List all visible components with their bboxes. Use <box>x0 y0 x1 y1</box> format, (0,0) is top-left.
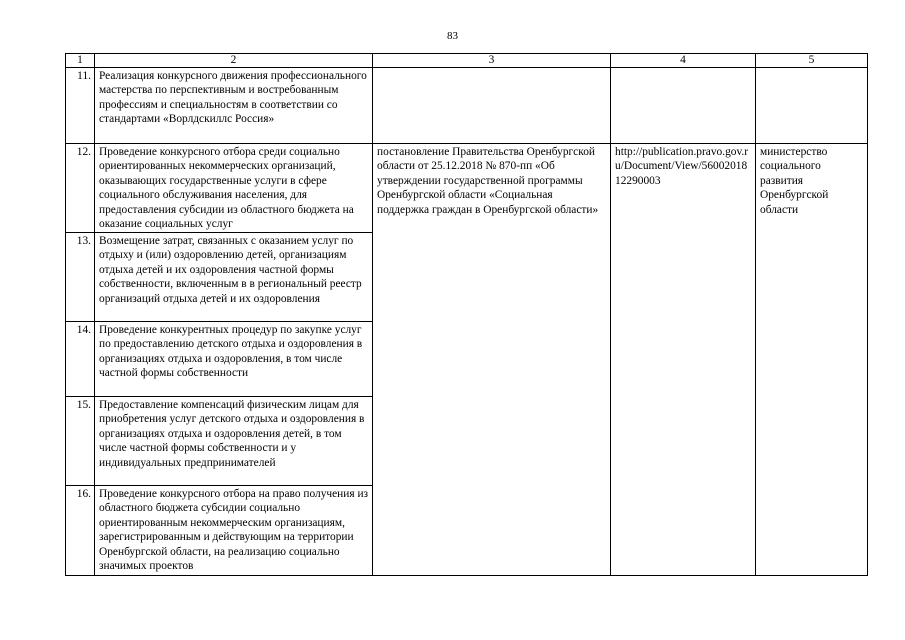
row-description: Проведение конкурсного отбора среди социально ориентированных некоммерческих организаций, оказывающих государственные услуги в сфере социального обслуживания населения, для предоставления субсидии из областного бюджета на оказание социальных услуг <box>95 144 373 233</box>
page-number: 83 <box>447 30 458 42</box>
document-table <box>65 53 868 576</box>
executor-cell: министерство социального развития Оренбургской области <box>756 144 868 576</box>
source-url-cell: http://publication.pravo.gov.ru/Document/View/5600201812290003 <box>611 144 756 576</box>
row-number: 15. <box>66 397 95 486</box>
row-number: 11. <box>66 68 95 144</box>
row-description: Проведение конкурентных процедур по закупке услуг по предоставлению детского отдыха и оздоровления в организациях отдыха и оздоровления, в том числе частной формы собственности <box>95 322 373 397</box>
column-header-5: 5 <box>756 54 868 68</box>
column-header-3: 3 <box>373 54 611 68</box>
empty-cell <box>756 68 868 144</box>
empty-cell <box>373 68 611 144</box>
row-description: Предоставление компенсаций физическим лицам для приобретения услуг детского отдыха и оздоровления в организациях отдыха и оздоровления детей, в том числе частной формы собственности и у индивидуальных предпринимателей <box>95 397 373 486</box>
legal-act-cell: постановление Правительства Оренбургской области от 25.12.2018 № 870-пп «Об утверждении государственной программы Оренбургской области «Социальная поддержка граждан в Оренбургской области» <box>373 144 611 576</box>
row-description: Реализация конкурсного движения профессионального мастерства по перспективным и востребованным профессиям и специальностям в соответствии со стандартами «Ворлдскиллс Россия» <box>95 68 373 144</box>
column-header-4: 4 <box>611 54 756 68</box>
table-row <box>66 68 868 144</box>
row-description: Возмещение затрат, связанных с оказанием услуг по отдыху и (или) оздоровлению детей, организациям отдыха детей и их оздоровления частной формы собственности, включенным в в региональный реестр организаций отдыха детей и их оздоровления <box>95 233 373 322</box>
empty-cell <box>611 68 756 144</box>
column-header-2: 2 <box>95 54 373 68</box>
column-header-1: 1 <box>66 54 95 68</box>
table-row <box>66 144 868 233</box>
row-number: 13. <box>66 233 95 322</box>
row-description: Проведение конкурсного отбора на право получения из областного бюджета субсидии социально ориентированным некоммерческим организациям, зарегистрированным и действующим на территории Оренбургской области, на реализацию социально значимых проектов <box>95 486 373 576</box>
column-number-row <box>66 54 868 68</box>
row-number: 12. <box>66 144 95 233</box>
row-number: 14. <box>66 322 95 397</box>
row-number: 16. <box>66 486 95 576</box>
